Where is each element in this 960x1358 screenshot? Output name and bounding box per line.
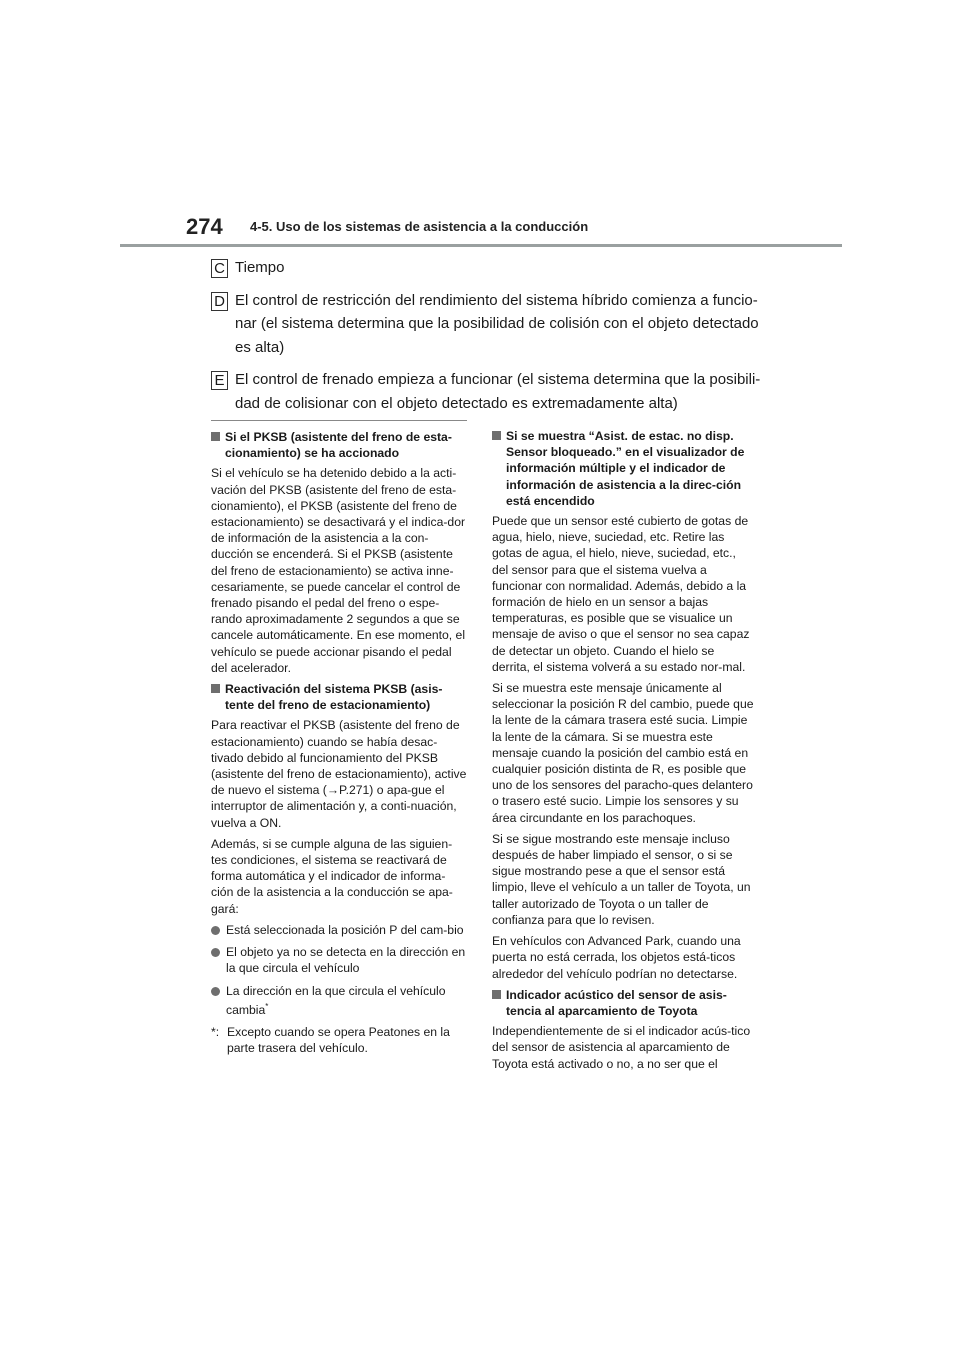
legend-text: Tiempo: [235, 259, 285, 276]
legend-text: El control de frenado empieza a funcionar (el sistema determina que la posibili-dad de colisionar con el objeto detectado es extremadamente alta): [235, 371, 761, 412]
heading-text: Si el PKSB (asistente del freno de esta-cionamiento) se ha accionado: [225, 430, 452, 461]
left-column: [211, 420, 467, 1056]
footnote-mark: *:: [211, 1024, 220, 1039]
legend-item-e: [211, 368, 771, 415]
list-item: [211, 922, 467, 938]
list-item: [211, 944, 467, 976]
header-divider: [120, 244, 842, 247]
paragraph: Si se muestra este mensaje únicamente al seleccionar la posición R del cambio, puede que la lente de la cámara trasera esté sucia. Limpie la lente de la cámara. Si se muestra este mensaje cuando la posición del cambio está en cualquier posición distinta de R, es posible que uno de los sensores del paracho-ques delantero o trasero esté sucio. Limpie los sensores y su área circundante en los parachoques.: [492, 681, 754, 825]
list-item-text: Está seleccionada la posición P del cam-bio: [226, 922, 464, 937]
legend-key: E: [211, 371, 228, 390]
list-item-text: La dirección en la que circula el vehículo cambia: [226, 983, 446, 1017]
square-bullet-icon: [492, 990, 501, 999]
list-item: [211, 983, 467, 1018]
paragraph: Independientemente de si el indicador acús-tico del sensor de asistencia al aparcamiento de Toyota está activado o no, a no ser que el: [492, 1024, 751, 1071]
heading-text: Indicador acústico del sensor de asis-tencia al aparcamiento de Toyota: [506, 987, 727, 1018]
footnote: [211, 1024, 467, 1056]
paragraph: Puede que un sensor esté cubierto de gotas de agua, hielo, nieve, suciedad, etc. Retire las gotas de agua, el hielo, nieve, suciedad, etc., del sensor para que el sistema vuelva a funcionar con normalidad. Además, debido a la formación de hielo en un sensor a bajas temperaturas, es posible que se visualice un mensaje de aviso o que el sensor no sea capaz de detectar un objeto. Cuando el hielo se derrita, el sistema volverá a su estado nor-mal.: [492, 514, 750, 674]
list-item-text: El objeto ya no se detecta en la dirección en la que circula el vehículo: [226, 945, 466, 976]
circle-bullet-icon: [211, 926, 220, 935]
legend-list: [211, 256, 771, 424]
page-number: 274: [186, 214, 223, 239]
paragraph: En vehículos con Advanced Park, cuando una puerta no está cerrada, los objetos está-ticos alrededor del vehículo podrían no detectarse.: [492, 934, 741, 981]
legend-text: El control de restricción del rendimiento del sistema híbrido comienza a funcio-nar (el sistema determina que la posibilidad de colisión con el objeto detectado es alta): [235, 291, 759, 356]
legend-item-c: [211, 256, 771, 280]
right-column: [492, 424, 754, 1077]
square-bullet-icon: [492, 431, 501, 440]
footnote-text: Excepto cuando se opera Peatones en la parte trasera del vehículo.: [227, 1024, 450, 1056]
paragraph: Si el vehículo se ha detenido debido a la acti-vación del PKSB (asistente del freno de esta-cionamiento), el PKSB (asistente del freno de estacionamiento) se desactivará y el indica-dor de información de la asistencia a la con-ducción se encenderá. Si el PKSB (asistente del freno de estacionamiento) se activa inne-cesariamente, se puede cancelar el control de frenado pisando el pedal del freno o espe-rando aproximadamente 2 segundos a que se cancele automáticamente. En ese momento, el vehículo se puede accionar pisando el pedal del acelerador.: [211, 466, 466, 675]
legend-key: C: [211, 259, 228, 278]
legend-item-d: [211, 289, 771, 360]
paragraph: Para reactivar el PKSB (asistente del freno de estacionamiento) cuando se había desac-tivado debido al funcionamiento del PKSB (asistente del freno de estacionamiento), active de nuevo el sistema (→P.271) o apa-gue el interruptor de alimentación y, a conti-nuación, vuelva a ON.: [211, 718, 467, 830]
square-bullet-icon: [211, 432, 220, 441]
paragraph: Si se sigue mostrando este mensaje incluso después de haber limpiado el sensor, o si se sigue mostrando pese a que el sensor está limpio, lleve el vehículo a un taller de Toyota, un taller autorizado de Toyota o un taller de confianza para que lo revisen.: [492, 831, 751, 927]
section-heading: [492, 987, 754, 1019]
heading-text: Reactivación del sistema PKSB (asis-tente del freno de estacionamiento): [225, 682, 443, 713]
section-heading: [492, 428, 754, 509]
square-bullet-icon: [211, 684, 220, 693]
circle-bullet-icon: [211, 987, 220, 996]
heading-text: Si se muestra “Asist. de estac. no disp. Sensor bloqueado.” en el visualizador de información múltiple y el indicador de información de asistencia a la direc-ción está encendido: [506, 429, 745, 508]
section-heading: [211, 681, 467, 713]
list-item-text: [226, 983, 467, 1018]
legend-key: D: [211, 292, 228, 311]
footnote-asterisk: *: [265, 1001, 269, 1011]
circle-bullet-icon: [211, 948, 220, 957]
paragraph: Además, si se cumple alguna de las siguien-tes condiciones, el sistema se reactivará de forma automática y el indicador de informa-ción de la asistencia a la conducción se apa-gará:: [211, 836, 453, 916]
section-heading: [211, 429, 467, 461]
section-title: 4-5. Uso de los sistemas de asistencia a la conducción: [250, 219, 589, 234]
